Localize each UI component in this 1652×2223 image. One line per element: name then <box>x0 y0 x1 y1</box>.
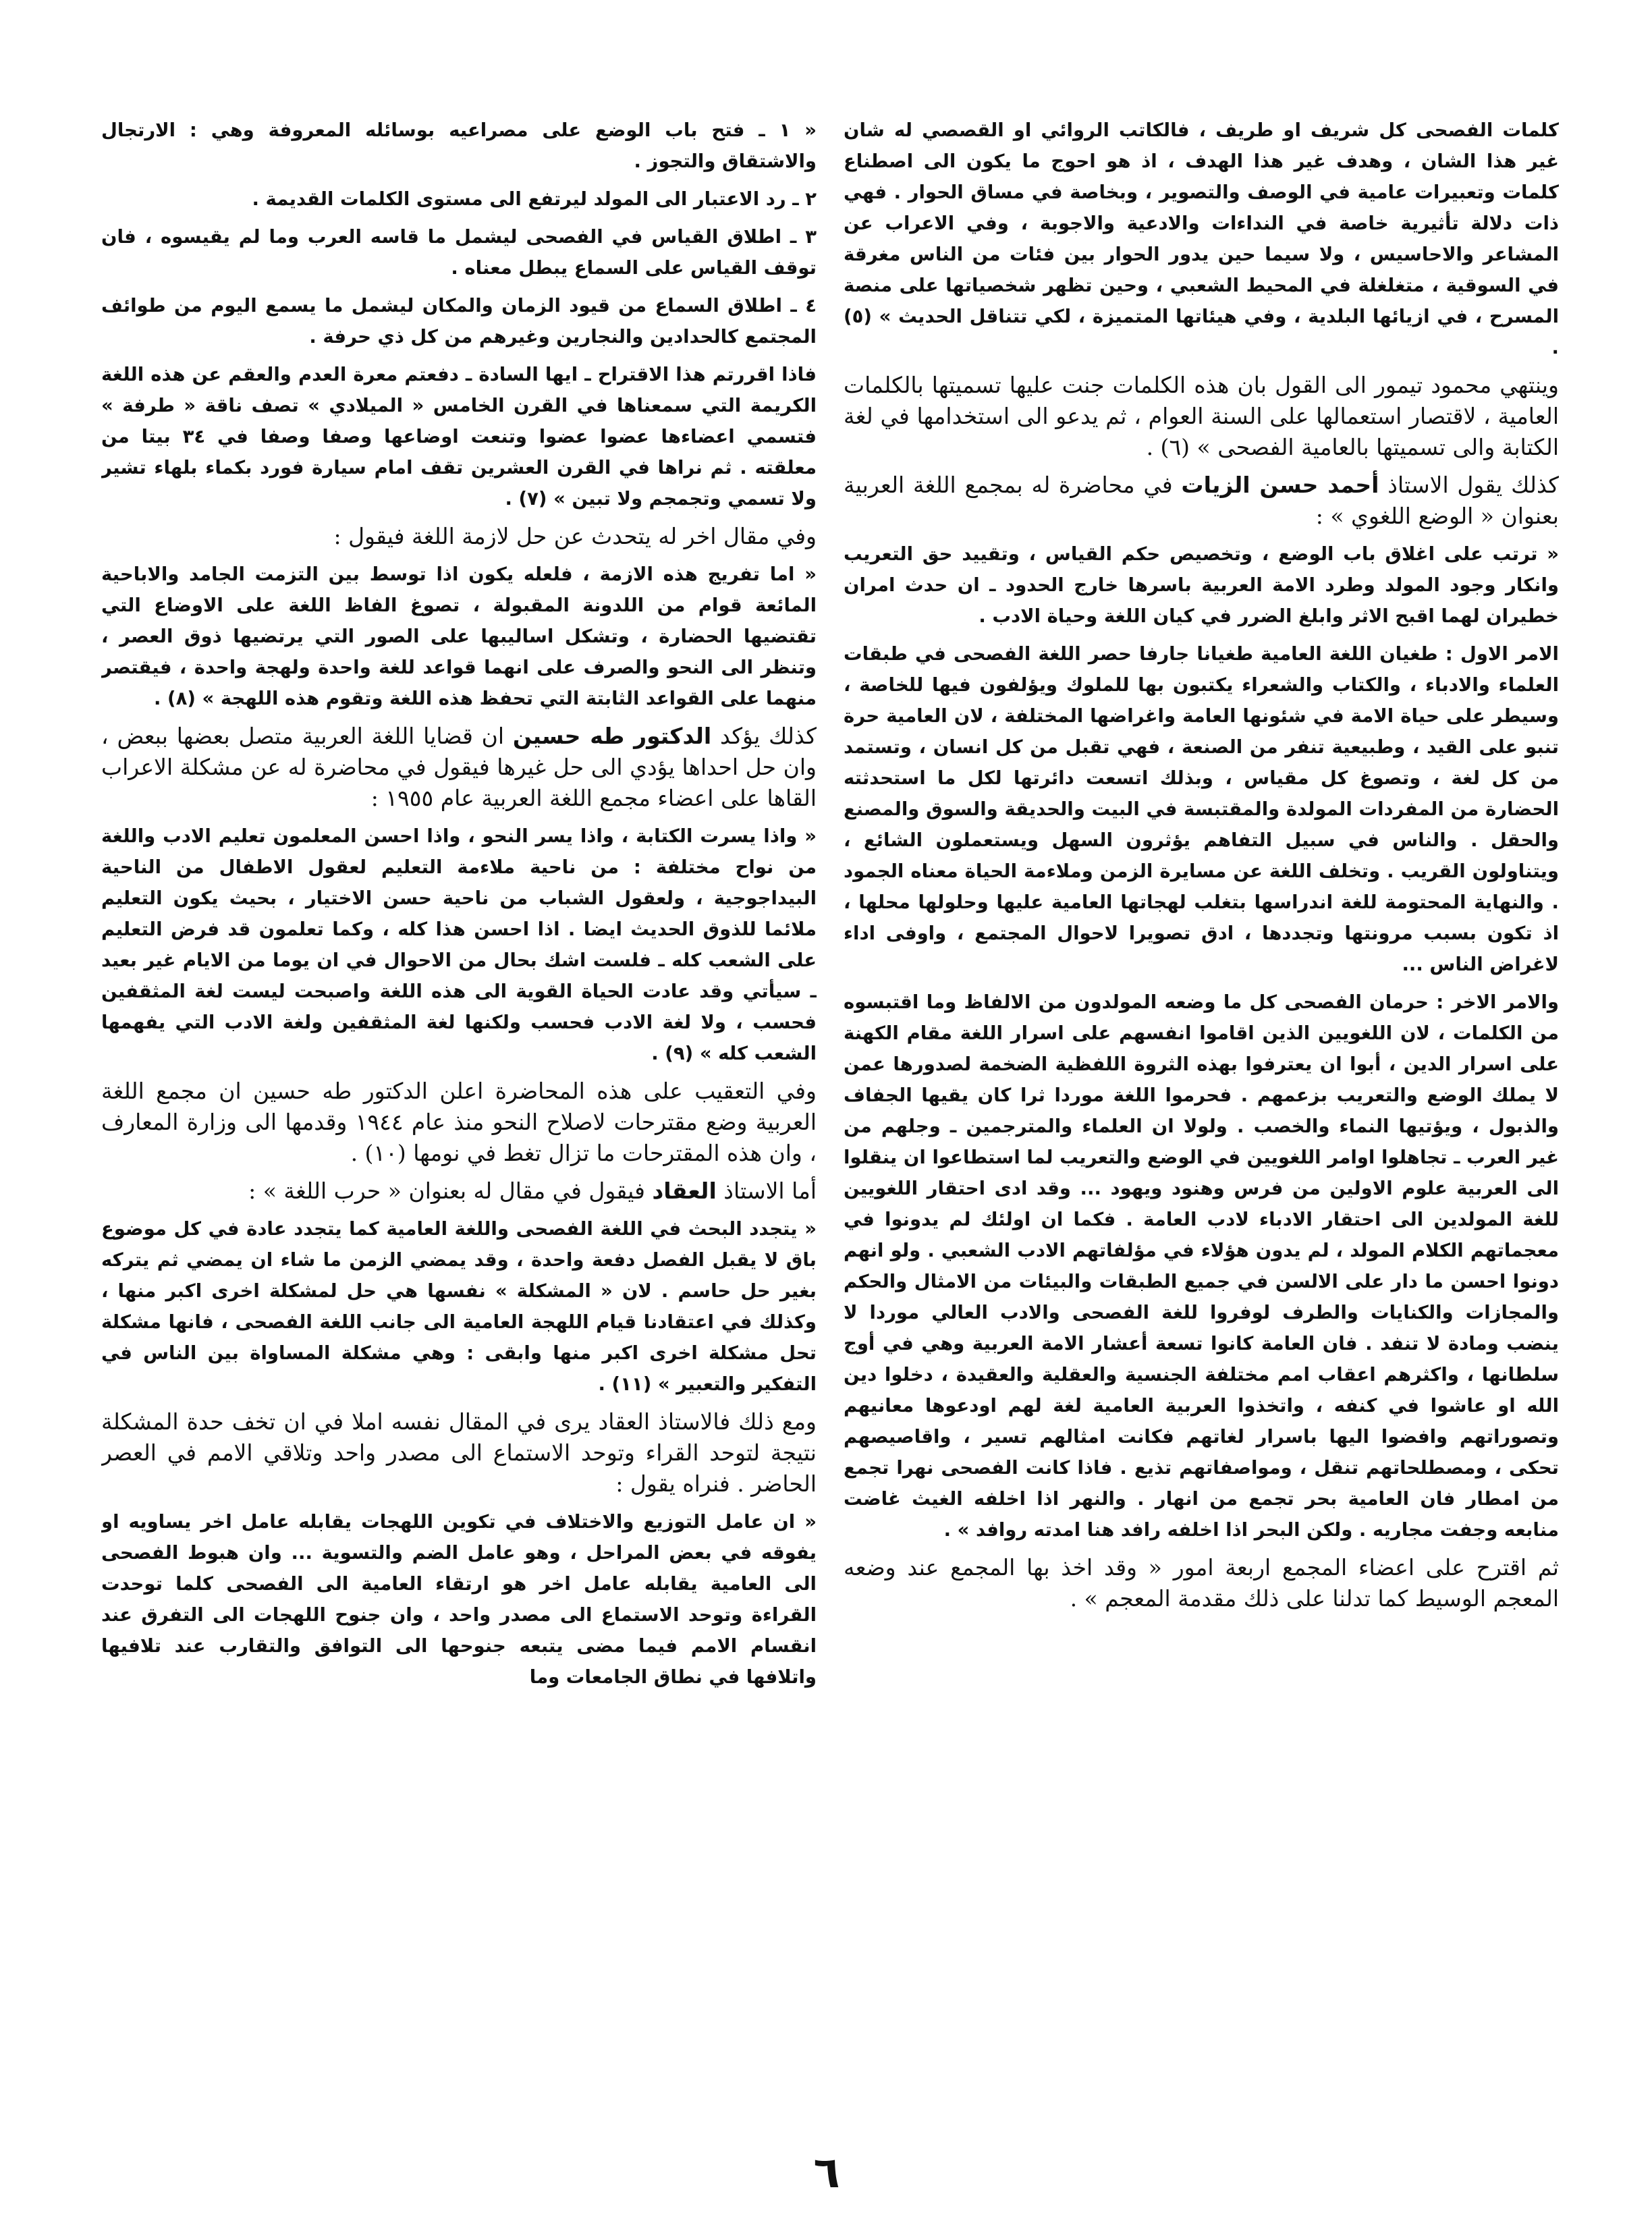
paragraph: ٢ ـ رد الاعتبار الى المولد ليرتفع الى مستوى الكلمات القديمة . <box>252 188 817 210</box>
text-run: في محاضرة له بمجمع اللغة العربية بعنوان « الوضع اللغوي » : <box>844 472 1559 529</box>
paragraph: فاذا اقررتم هذا الاقتراح ـ ايها السادة ـ دفعتم معرة العدم والعقم عن هذه اللغة الكريمة التي سمعناها في القرن الخامس « الميلادي » تصف ناقة « طرفة » فتسمي اعضاءها عضوا عضوا وتنعت اوضاعها وصفا وصفا في ٣٤ بيتا من معلقته . ثم نراها في القرن العشرين تقف امام سيارة فورد بكماء بلهاء تشير ولا تسمي وتجمجم ولا تبين » (٧) . <box>101 364 817 510</box>
paragraph: وفي مقال اخر له يتحدث عن حل لازمة اللغة فيقول : <box>333 523 817 549</box>
paragraph: « ١ ـ فتح باب الوضع على مصراعيه بوسائله المعروفة وهي : الارتجال والاشتقاق والتجوز . <box>101 119 817 172</box>
paragraph: « اما تفريج هذه الازمة ، فلعله يكون اذا توسط بين التزمت الجامد والاباحية المائعة قوام من اللدونة المقبولة ، تصوغ الفاظ اللغة على الاوضاع التي تقتضيها الحضارة ، وتشكل اساليبها على الصور التي يرتضيها ذوق العصر ، وتنظر الى النحو والصرف على انهما قواعد للغة واحدة ولهجة واحدة ، فيقتصر منهما على القواعد الثابتة التي تحفظ هذه اللغة وتقوم هذه اللهجة » (٨) . <box>101 564 817 709</box>
paragraph <box>844 470 1559 532</box>
author-name: العقاد <box>652 1178 717 1204</box>
paragraph: كلمات الفصحى كل شريف او طريف ، فالكاتب الروائي او القصصي له شان غير هذا الشان ، وهدف غير هذا الهدف ، اذ هو احوج ما يكون الى اصطناع كلمات وتعبيرات عامية في الوصف والتصوير ، وبخاصة في مساق الحوار . فهي ذات دلالة تأثيرية خاصة في النداءات والادعية والاجوبة ، وفي الاعراب عن المشاعر والاحاسيس ، ولا سيما حين يدور الحوار بين فئات من الناس مغرقة في السوقية ، متغلغلة في المحيط الشعبي ، وحين تظهر شخصياتها على منصة المسرح ، في ازيائها البلدية ، وفي هيئاتها المتميزة ، لكي تتناقل الحديث » (٥) . <box>844 119 1559 358</box>
author-name: أحمد حسن الزيات <box>1181 472 1379 498</box>
paragraph: وينتهي محمود تيمور الى القول بان هذه الكلمات جنت عليها تسميتها بالكلمات العامية ، لاقتصار استعمالها على السنة العوام ، ثم يدعو الى استخدامها في لغة الكتابة والى تسميتها بالعامية الفصحى » (٦) . <box>844 372 1559 460</box>
page-number: ٦ <box>813 2148 840 2198</box>
paragraph: ٣ ـ اطلاق القياس في الفصحى ليشمل ما قاسه العرب وما لم يقيسوه ، فان توقف القياس على السماع يبطل معناه . <box>101 226 817 279</box>
text-run: كذلك يؤكد <box>711 723 817 749</box>
paragraph: « يتجدد البحث في اللغة الفصحى واللغة العامية كما يتجدد عادة في كل موضوع باق لا يقبل الفصل دفعة واحدة ، وقد يمضي الزمن ما شاء ان يمضي ثم يتركه بغير حل حاسم . لان « المشكلة » نفسها هي حل لمشكلة اخرى اكبر منها ، وكذلك في اعتقادنا قيام اللهجة العامية الى جانب اللغة الفصحى ، فانها مشكلة تحل مشكلة اخرى اكبر منها وابقى : وهي مشكلة المساواة بين الناس في التفكير والتعبير » (١١) . <box>101 1218 817 1395</box>
paragraph: ثم اقترح على اعضاء المجمع اربعة امور « وقد اخذ بها المجمع عند وضعه المعجم الوسيط كما تدلنا على ذلك مقدمة المعجم » . <box>844 1554 1559 1612</box>
text-run: ان قضايا اللغة العربية متصل بعضها ببعض ، وان حل احداها يؤدي الى حل غيرها فيقول في محاضرة له عن مشكلة الاعراب القاها على اعضاء مجمع اللغة العربية عام ١٩٥٥ : <box>101 723 817 811</box>
paragraph: « ترتب على اغلاق باب الوضع ، وتخصيص حكم القياس ، وتقييد حق التعريب وانكار وجود المولد وطرد الامة العربية باسرها خارج الحدود ـ ان حدث امران خطيران لهما اقبح الاثر وابلغ الضرر في كيان اللغة وحياة الادب . <box>844 543 1559 627</box>
paragraph: « ان عامل التوزيع والاختلاف في تكوين اللهجات يقابله عامل اخر يساويه او يفوقه في بعض المراحل ، وهو عامل الضم والتسوية ... وان هبوط الفصحى الى العامية يقابله عامل اخر هو ارتقاء العامية الى الفصحى كلما توحدت القراءة وتوحد الاستماع الى مصدر واحد ، وان جنوح اللهجات الى التفرق عند انقسام الامم فيما مضى يتبعه جنوحها الى التوافق والتقارب عند تلافيها واتلافها في نطاق الجامعات وما <box>101 1511 817 1688</box>
paragraph: الامر الاول : طغيان اللغة العامية طغيانا جارفا حصر اللغة الفصحى في طبقات العلماء والادباء ، والكتاب والشعراء يكتبون بها للملوك ويؤلفون فيها للخاصة ، وسيطر على حياة الامة في شئونها العامة واغراضها المختلفة ، لان العامية حرة تنبو على القيد ، وطبيعية تنفر من الصنعة ، فهي تقبل من كل انسان ، وتستمد من كل لغة ، وتصوغ كل مقياس ، وبذلك اتسعت دائرتها لكل ما استحدثته الحضارة من المفردات المولدة والمقتبسة في البيت والحديقة والسوق والمصنع والحقل . والناس في سبيل التفاهم يؤثرون السهل ويستعملون الشائع ، ويتناولون القريب . وتخلف اللغة عن مسايرة الزمن وملاءمة الحياة معناه الجمود . والنهاية المحتومة للغة اندراسها بتغلب لهجاتها العامية عليها وحلولها محلها ، اذ تكون بسبب مرونتها وتجددها ، ادق تصويرا لاحوال المجتمع ، واوفى اداء لاغراض الناس ... <box>844 643 1559 975</box>
left-column <box>101 115 817 2133</box>
author-name: الدكتور طه حسين <box>512 723 712 749</box>
paragraph: « واذا يسرت الكتابة ، واذا يسر النحو ، واذا احسن المعلمون تعليم الادب واللغة من نواح مختلفة : من ناحية ملاءمة التعليم لعقول الاطفال من الناحية البيداجوجية ، ولعقول الشباب من ناحية حسن الاختيار ، بحيث يكون التعليم ملائما للذوق الحديث ايضا . اذا احسن هذا كله ، وكما تعلمون قد فرض التعليم على الشعب كله ـ فلست اشك بحال من الاحوال في ان يوما من الايام غير بعيد ـ سيأتي وقد عادت الحياة القوية الى هذه اللغة واصبحت ليست لغة المثقفين فحسب ، ولا لغة الادب فحسب ولكنها لغة المثقفين ولغة الادب التي يفهمها الشعب كله » (٩) . <box>101 825 817 1064</box>
paragraph: ومع ذلك فالاستاذ العقاد يرى في المقال نفسه املا في ان تخف حدة المشكلة نتيجة لتوحد القراء وتوحد الاستماع الى مصدر واحد وتلاقي الامم في العصر الحاضر . فنراه يقول : <box>101 1408 817 1497</box>
paragraph <box>101 1176 817 1207</box>
text-run: أما الاستاذ <box>716 1178 817 1204</box>
text-run: فيقول في مقال له بعنوان « حرب اللغة » : <box>248 1178 653 1204</box>
text-run: كذلك يقول الاستاذ <box>1379 472 1559 498</box>
paragraph <box>101 721 817 814</box>
paragraph: ٤ ـ اطلاق السماع من قيود الزمان والمكان ليشمل ما يسمع اليوم من طوائف المجتمع كالحدادين والنجارين وغيرهم من كل ذي حرفة . <box>101 295 817 348</box>
right-column <box>844 115 1559 2133</box>
paragraph: وفي التعقيب على هذه المحاضرة اعلن الدكتور طه حسين ان مجمع اللغة العربية وضع مقترحات لاصلاح النحو منذ عام ١٩٤٤ وقدمها الى وزارة المعارف ، وان هذه المقترحات ما تزال تغط في نومها (١٠) . <box>101 1078 817 1166</box>
paragraph: والامر الاخر : حرمان الفصحى كل ما وضعه المولدون من الالفاظ وما اقتبسوه من الكلمات ، لان اللغويين الذين اقاموا انفسهم على اسرار اللغة مقام الكهنة على اسرار الدين ، أبوا ان يعترفوا بهذه الثروة اللفظية الضخمة لصدورها عمن لا يملك الوضع والتعريب بزعمهم . فحرموا اللغة موردا ثرا كان يقيها الجفاف والذبول ، ويؤتيها النماء والخصب . ولولا ان العلماء والمترجمين ـ وجلهم من غير العرب ـ تجاهلوا اوامر اللغويين في الوضع والتعريب لما استطاعوا ان ينقلوا الى العربية علوم الاولين من فرس وهنود ويهود ... وقد ادى احتقار اللغويين للغة المولدين الى احتقار الادباء لادب العامة . فكما ان اولئك لم يدونوا في معجماتهم الكلام المولد ، لم يدون هؤلاء في مؤلفاتهم الادب الشعبي . ولو انهم دونوا احسن ما دار على الالسن في جميع الطبقات والبيئات من الامثال والحكم والمجازات والكنايات والطرف لوفروا للغة الفصحى والادب العالي موردا لا ينضب ومادة لا تنفد . فان العامة كانوا تسعة أعشار الامة العربية وهي في أوج سلطانها ، واكثرهم اعقاب امم مختلفة الجنسية والعقلية والعقيدة ، دخلوا دين الله او عاشوا في كنفه ، واتخذوا العربية العامية لغة لهم اودعوها معانيهم وتصوراتهم وافضوا اليها باسرار لغاتهم فكانت امثالهم تسير ، واقاصيصهم تحكى ، ومصطلحاتهم تنقل ، ومواصفاتهم تذيع . فاذا كانت الفصحى نهرا تجمع من امطار فان العامية بحر تجمع من انهار . والنهر اذا اخلفه الغيث غاضت منابعه وجفت مجاريه . ولكن البحر اذا اخلفه رافد هنا امدته روافد » . <box>844 991 1559 1541</box>
